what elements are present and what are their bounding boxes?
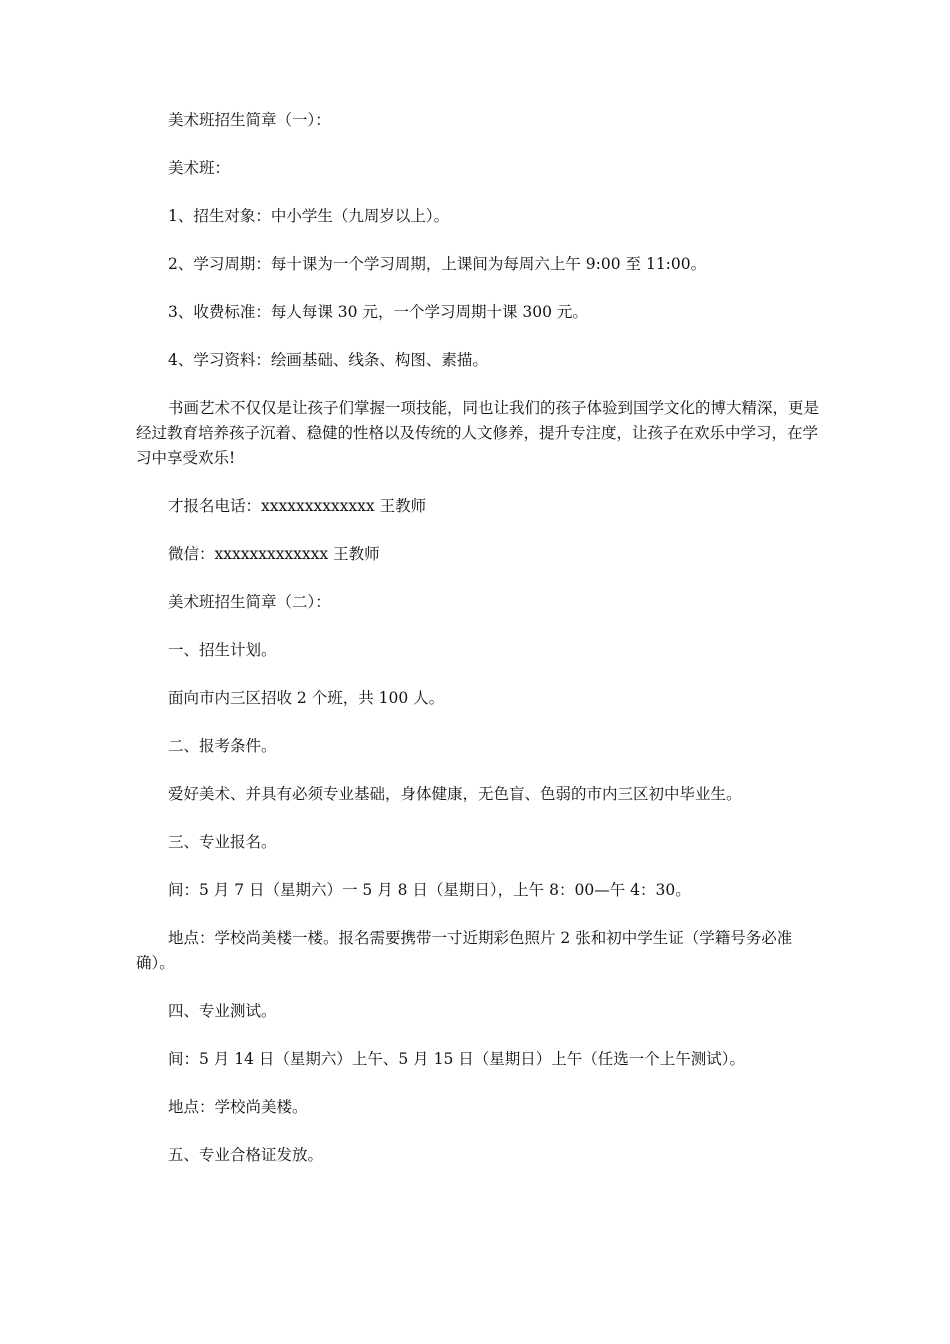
item-study-period: 2、学习周期：每十课为一个学习周期，上课间为每周六上午 9:00 至 11:00。 [168,255,707,273]
enrollment-plan-text: 面向市内三区招收 2 个班，共 100 人。 [168,689,445,707]
class-heading: 美术班： [168,159,231,177]
section-title-2: 美术班招生简章（二）： [168,593,331,611]
heading-certificate: 五、专业合格证发放。 [168,1146,324,1164]
intro-paragraph: 书画艺术不仅仅是让孩子们掌握一项技能，同也让我们的孩子体验到国学文化的博大精深，更是经过教育培养孩子沉着、稳健的性格以及传统的人文修养，提升专注度，让孩子在欢乐中学习，在学习中享受欢乐! [136,399,820,467]
section-title-1: 美术班招生简章（一）： [168,111,331,129]
item-enrollment-target: 1、招生对象：中小学生（九周岁以上）。 [168,207,450,225]
heading-test: 四、专业测试。 [168,1002,277,1020]
test-location: 地点：学校尚美楼。 [168,1098,308,1116]
document-page [136,108,826,1191]
test-time: 间：5 月 14 日（星期六）上午、5 月 15 日（星期日）上午（任选一个上午测试）。 [168,1050,745,1068]
heading-requirements: 二、报考条件。 [168,737,277,755]
contact-wechat: 微信：xxxxxxxxxxxxx 王教师 [168,545,380,563]
contact-phone: 才报名电话：xxxxxxxxxxxxx 王教师 [168,497,427,515]
heading-registration: 三、专业报名。 [168,833,277,851]
registration-location: 地点：学校尚美楼一楼。报名需要携带一寸近期彩色照片 2 张和初中学生证（学籍号务必准确）。 [136,929,793,972]
item-materials: 4、学习资料：绘画基础、线条、构图、素描。 [168,351,488,369]
heading-enrollment-plan: 一、招生计划。 [168,641,277,659]
item-fees: 3、收费标准：每人每课 30 元，一个学习周期十课 300 元。 [168,303,588,321]
requirements-text: 爱好美术、并具有必须专业基础，身体健康，无色盲、色弱的市内三区初中毕业生。 [168,785,742,803]
registration-time: 间：5 月 7 日（星期六）一 5 月 8 日（星期日），上午 8：00—午 4：30。 [168,881,691,899]
